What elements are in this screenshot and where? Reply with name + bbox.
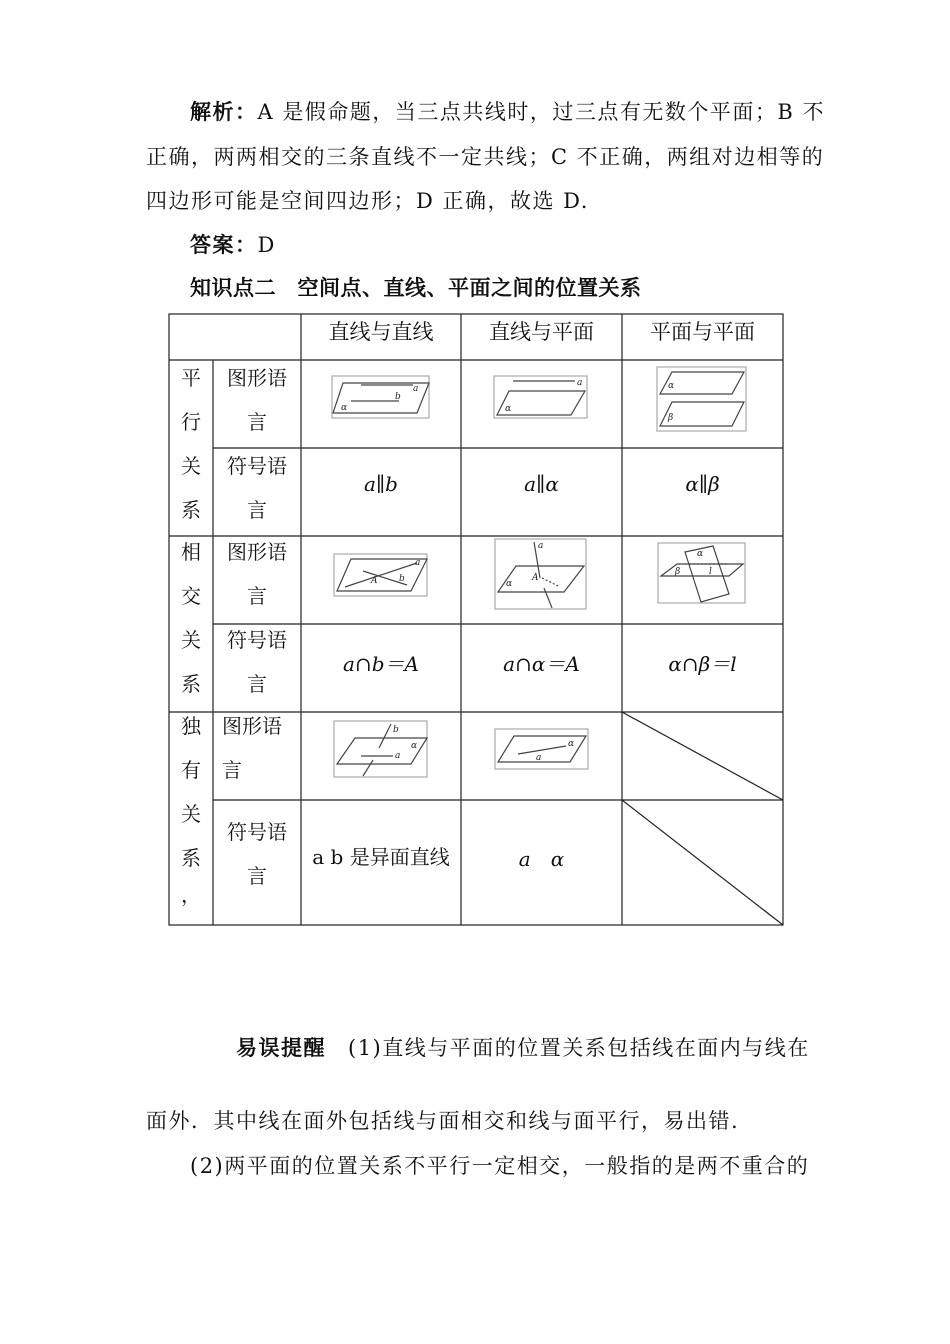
svg-text:a: a bbox=[413, 384, 419, 394]
symbol-parallel-line-plane: a∥α bbox=[524, 472, 559, 496]
svg-text:β: β bbox=[675, 567, 681, 577]
tips-label: 易误提醒 bbox=[236, 1036, 326, 1060]
header-plane-plane: 平面与平面 bbox=[650, 320, 755, 344]
figure-intersect-planes bbox=[657, 542, 747, 604]
svg-text:α: α bbox=[506, 579, 513, 589]
symbol-skew-lines: a b 是异面直线 bbox=[312, 845, 450, 869]
figure-parallel-lines bbox=[331, 375, 431, 419]
figure-line-in-plane bbox=[494, 728, 590, 770]
svg-text:α: α bbox=[568, 739, 575, 749]
figure-label-intersect: 图形语 言 bbox=[227, 540, 287, 608]
symbol-label-unique: 符号语 言 bbox=[227, 820, 287, 888]
figure-skew-lines bbox=[333, 720, 429, 778]
symbol-label-parallel: 符号语 言 bbox=[227, 454, 287, 522]
symbol-parallel-lines: a∥b bbox=[364, 472, 398, 496]
analysis-line-2: 正确，两两相交的三条直线不一定共线；C 不正确，两组对边相等的 bbox=[146, 145, 825, 169]
figure-label-unique: 图形语 言 bbox=[222, 714, 282, 782]
figure-intersect-line-plane bbox=[494, 538, 588, 610]
svg-text:b: b bbox=[395, 392, 401, 402]
svg-text:b: b bbox=[393, 725, 399, 735]
figure-parallel-line-plane bbox=[493, 375, 589, 419]
analysis-label: 解析： bbox=[190, 100, 258, 124]
answer-label: 答案： bbox=[190, 233, 258, 257]
tips-line-2: 面外．其中线在面外包括线与面相交和线与面平行，易出错. bbox=[146, 1109, 740, 1133]
svg-text:α: α bbox=[697, 549, 704, 559]
section-title: 知识点二 空间点、直线、平面之间的位置关系 bbox=[190, 276, 642, 300]
svg-text:A: A bbox=[532, 573, 539, 583]
svg-text:A: A bbox=[371, 576, 378, 586]
figure-parallel-planes bbox=[656, 366, 748, 432]
analysis-line-3: 四边形可能是空间四边形；D 正确，故选 D. bbox=[146, 189, 589, 213]
symbol-label-intersect: 符号语 言 bbox=[227, 628, 287, 696]
group-unique: 独 有 关 系 ， bbox=[181, 714, 201, 907]
symbol-intersect-planes: α∩β＝l bbox=[668, 652, 737, 676]
figure-label-parallel: 图形语 言 bbox=[227, 366, 287, 434]
symbol-parallel-planes: α∥β bbox=[685, 472, 720, 496]
analysis-text-1: A 是假命题，当三点共线时，过三点有无数个平面；B 不 bbox=[257, 100, 825, 124]
tips-line-3: (2)两平面的位置关系不平行一定相交，一般指的是两不重合的 bbox=[190, 1154, 810, 1178]
svg-text:a: a bbox=[536, 753, 542, 763]
symbol-intersect-lines: a∩b＝A bbox=[343, 652, 419, 676]
tips-line-1 bbox=[236, 1032, 810, 1062]
svg-text:α: α bbox=[411, 741, 418, 751]
group-intersect: 相 交 关 系 bbox=[181, 540, 201, 696]
header-line-plane: 直线与平面 bbox=[489, 320, 594, 344]
header-line-line: 直线与直线 bbox=[328, 320, 434, 344]
answer-value: D bbox=[257, 233, 276, 257]
svg-text:a: a bbox=[577, 378, 583, 388]
svg-text:α: α bbox=[341, 403, 348, 413]
svg-text:a: a bbox=[538, 541, 544, 551]
svg-text:α: α bbox=[505, 404, 512, 414]
svg-text:α: α bbox=[668, 381, 675, 391]
svg-text:β: β bbox=[668, 413, 674, 423]
svg-text:b: b bbox=[399, 574, 405, 584]
svg-text:a: a bbox=[415, 558, 421, 568]
symbol-line-in-plane: a α bbox=[518, 847, 565, 871]
figure-intersect-lines bbox=[333, 553, 429, 597]
svg-text:a: a bbox=[395, 751, 401, 761]
tips-text-1: (1)直线与平面的位置关系包括线在面内与线在 bbox=[348, 1036, 810, 1060]
symbol-intersect-line-plane: a∩α＝A bbox=[503, 652, 580, 676]
group-parallel: 平 行 关 系 bbox=[181, 366, 201, 522]
svg-text:l: l bbox=[709, 567, 712, 577]
